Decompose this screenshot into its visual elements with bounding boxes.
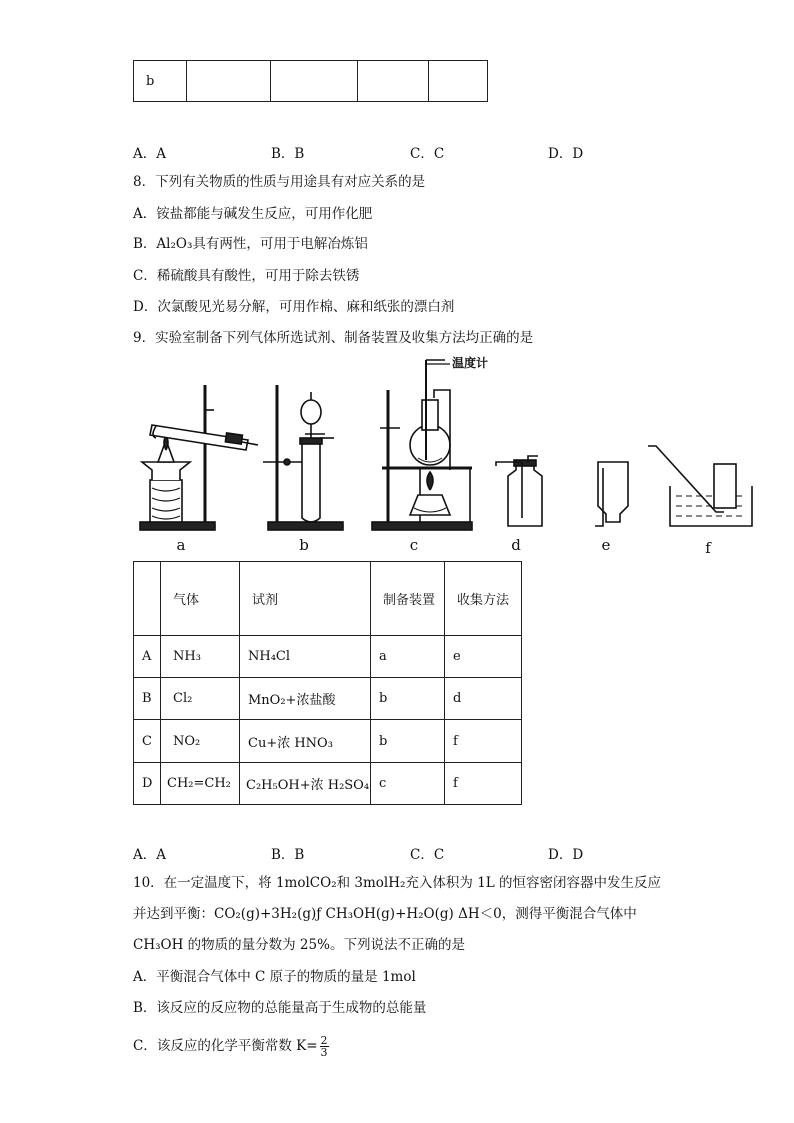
table-row xyxy=(134,720,522,763)
option-b[interactable]: B．B xyxy=(271,146,305,162)
table-cell: b xyxy=(371,678,445,720)
apparatus-label-e: e xyxy=(601,536,611,554)
table-row xyxy=(134,763,522,805)
apparatus-label-f: f xyxy=(705,539,711,557)
option-c[interactable]: C．C xyxy=(410,146,445,162)
apparatus-a xyxy=(140,385,258,530)
apparatus-b xyxy=(263,385,343,530)
table-cell: NH₃ xyxy=(161,636,240,678)
table-row xyxy=(134,61,488,102)
table-cell: f xyxy=(445,720,522,763)
table-cell: B xyxy=(134,678,161,720)
apparatus-figure xyxy=(130,350,770,560)
top-table xyxy=(133,60,488,102)
option-d[interactable]: D．D xyxy=(548,146,584,162)
table-header: 气体 xyxy=(161,562,240,636)
q10-stem-line1: 10．在一定温度下，将 1molCO₂和 3molH₂充入体积为 1L 的恒容密闭容器中发生反应 xyxy=(133,875,662,891)
option-b[interactable]: B．B xyxy=(271,847,305,863)
equilibrium-constant-fraction xyxy=(320,1035,329,1058)
table-header: 制备装置 xyxy=(371,562,445,636)
q10-option-a[interactable]: A．平衡混合气体中 C 原子的物质的量是 1mol xyxy=(133,969,416,985)
apparatus-d xyxy=(496,456,542,526)
table-row xyxy=(134,678,522,720)
q9-stem: 9．实验室制备下列气体所选试剂、制备装置及收集方法均正确的是 xyxy=(133,330,534,346)
table-cell: a xyxy=(371,636,445,678)
q8-stem: 8．下列有关物质的性质与用途具有对应关系的是 xyxy=(133,174,426,190)
table-cell: NO₂ xyxy=(161,720,240,763)
apparatus-label-c: c xyxy=(409,536,419,554)
table-cell: MnO₂+浓盐酸 xyxy=(240,678,371,720)
option-a[interactable]: A．A xyxy=(133,146,166,162)
q8-option-a[interactable]: A．铵盐都能与碱发生反应，可用作化肥 xyxy=(133,206,373,222)
table-cell: f xyxy=(445,763,522,805)
table-cell: b xyxy=(134,61,187,102)
table-header: 收集方法 xyxy=(445,562,522,636)
table-cell: b xyxy=(371,720,445,763)
table-cell: e xyxy=(445,636,522,678)
q8-option-c[interactable]: C．稀硫酸具有酸性，可用于除去铁锈 xyxy=(133,268,360,284)
table-cell xyxy=(429,61,488,102)
apparatus-c xyxy=(372,360,472,530)
table-cell: Cu+浓 HNO₃ xyxy=(240,720,371,763)
table-cell: c xyxy=(371,763,445,805)
thermometer-label: 温度计 xyxy=(452,356,489,370)
table-cell: CH₂=CH₂ xyxy=(161,763,240,805)
option-d[interactable]: D．D xyxy=(548,847,584,863)
table-cell: A xyxy=(134,636,161,678)
apparatus-label-a: a xyxy=(176,536,186,554)
table-cell: C xyxy=(134,720,161,763)
table-cell xyxy=(187,61,271,102)
fraction-numerator: 2 xyxy=(320,1034,328,1047)
table-cell: Cl₂ xyxy=(161,678,240,720)
table-cell: C₂H₅OH+浓 H₂SO₄ xyxy=(240,763,371,805)
table-header: 试剂 xyxy=(240,562,371,636)
option-c[interactable]: C．C xyxy=(410,847,445,863)
table-row xyxy=(134,636,522,678)
q10-option-b[interactable]: B．该反应的反应物的总能量高于生成物的总能量 xyxy=(133,1000,427,1016)
table-cell xyxy=(358,61,429,102)
table-cell: D xyxy=(134,763,161,805)
q10-stem-line2: 并达到平衡：CO₂(g)+3H₂(g)ƒ CH₃OH(g)+H₂O(g) ΔH＜0，测得平衡混合气体中 xyxy=(133,906,637,922)
apparatus-f xyxy=(648,446,752,526)
table-cell xyxy=(271,61,358,102)
apparatus-label-b: b xyxy=(299,536,309,554)
table-cell: d xyxy=(445,678,522,720)
table-header-row xyxy=(134,562,522,636)
q10-stem-line3: CH₃OH 的物质的量分数为 25%。下列说法不正确的是 xyxy=(133,937,465,953)
q9-table xyxy=(133,561,522,805)
fraction-denominator: 3 xyxy=(320,1046,328,1059)
apparatus-label-d: d xyxy=(511,536,521,554)
option-a[interactable]: A．A xyxy=(133,847,166,863)
apparatus-e xyxy=(595,462,628,526)
q8-option-d[interactable]: D．次氯酸见光易分解，可用作棉、麻和纸张的漂白剂 xyxy=(133,299,455,315)
q10-option-c[interactable] xyxy=(133,1035,329,1058)
q10-option-c-text: C．该反应的化学平衡常数 K= xyxy=(133,1038,318,1054)
q8-option-b[interactable]: B．Al₂O₃具有两性，可用于电解冶炼铝 xyxy=(133,236,368,252)
table-cell: NH₄Cl xyxy=(240,636,371,678)
table-header xyxy=(134,562,161,636)
